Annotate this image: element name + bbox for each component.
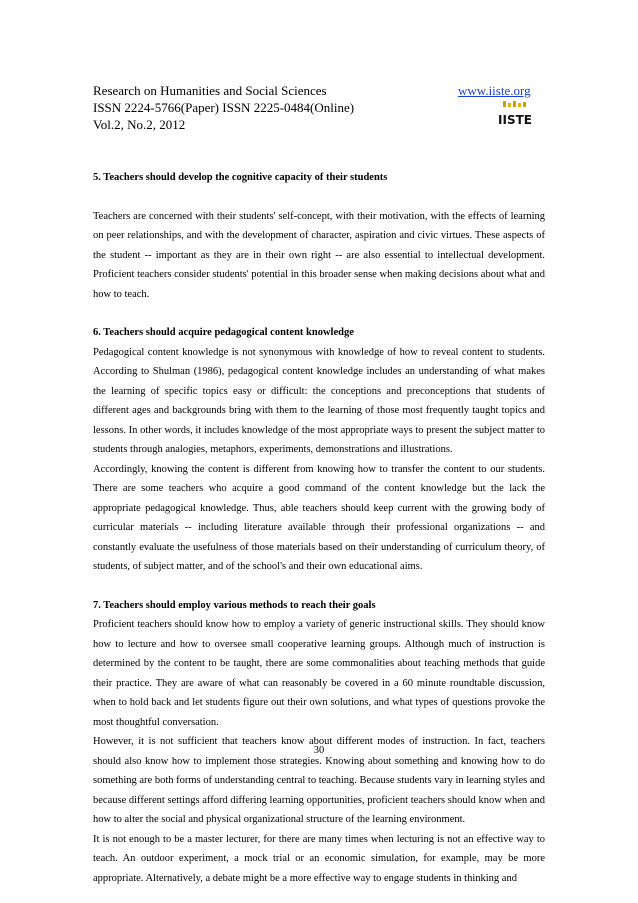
section-6-paragraph-2: Accordingly, knowing the content is different from knowing how to transfer the content to our students. There are some teachers who acquire a good command of the content knowledge but the lack the appropriate pedagogical knowledge. Thus, able teachers should keep current with the growing body of curricular materials -- including literature available through their professional organizations -- and constantly evaluate the usefulness of those materials based on their understanding of curriculum theory, of students, of subject matter, and of the school's and their own educational aims. (93, 463, 545, 572)
section-7-paragraph-1: Proficient teachers should know how to employ a variety of generic instructional skills. They should know how to lecture and how to oversee small cooperative learning groups. Although much of instruction is determined by the content to be taught, there are some commonalities about teaching methods that guide their practice. They are aware of what can reasonably be covered in a 60 minute roundtable discussion, when to hold back and let students figure out their own solutions, and what types of questions provoke the most thoughtful conversation. (93, 619, 545, 728)
section-7-paragraph-3: It is not enough to be a master lecturer, for there are many times when lecturing is not an effective way to teach. An outdoor experiment, a mock trial or an economic simulation, for example, may be more appropriate. Alternatively, a debate might be a more effective way to engage students in thinking and (93, 833, 545, 884)
logo-text: IISTE (498, 113, 532, 127)
section-6-paragraph-1: Pedagogical content knowledge is not synonymous with knowledge of how to reveal content to students. According to Shulman (1986), pedagogical content knowledge includes an understanding of what makes the learning of specific topics easy or difficult: the conceptions and preconceptions that students of different ages and backgrounds bring with them to the learning of those most frequently taught topics and lessons. In other words, it includes knowledge of the most appropriate ways to present the subject matter to students through analogies, metaphors, experiments, demonstrations and illustrations. (93, 346, 545, 455)
section-5-title: 5. Teachers should develop the cognitive capacity of their students (93, 172, 388, 183)
section-5-paragraph-1: Teachers are concerned with their students' self-concept, with their motivation, with the effects of learning on peer relationships, and with the development of character, aspiration and civic virtues. These aspects of the student -- important as they are in their own right -- are also essential to intellectual development. Proficient teachers consider students' potential in this broader sense when making decisions about what and how to teach. (93, 210, 545, 300)
article-body (93, 168, 545, 888)
section-7-title: 7. Teachers should employ various methods to reach their goals (93, 599, 376, 611)
journal-title: Research on Humanities and Social Sciences (93, 83, 327, 98)
section-6-title: 6. Teachers should acquire pedagogical content knowledge (93, 327, 354, 338)
volume-line: Vol.2, No.2, 2012 (93, 117, 186, 132)
section-7-paragraph-2: However, it is not sufficient that teachers know about different modes of instruction. In fact, teachers should also know how to implement those strategies. Knowing about something and knowing how to do something are both forms of understanding central to teaching. Because students vary in learning styles and because different settings afford differing learning opportunities, proficient teachers should know when and how to alter the social and physical organizational structure of the learning environment. (93, 736, 545, 825)
journal-url-link[interactable]: www.iiste.org (458, 83, 531, 98)
iiste-logo (500, 100, 530, 128)
issn-line: ISSN 2224-5766(Paper) ISSN 2225-0484(Online) (93, 100, 355, 115)
page-number: 30 (313, 745, 325, 756)
